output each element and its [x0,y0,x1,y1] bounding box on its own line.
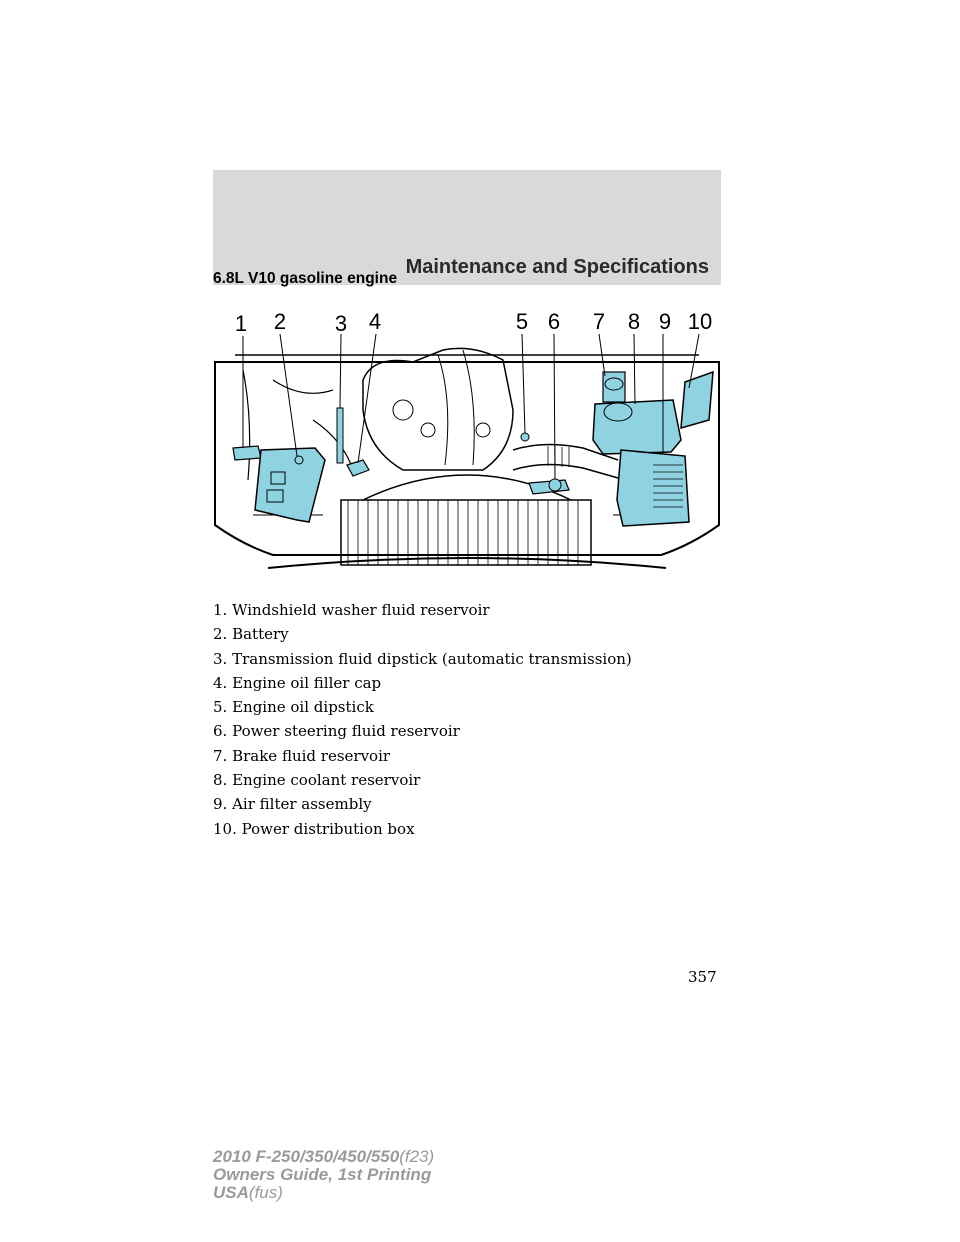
header-title: Maintenance and Specifications [405,256,709,278]
legend-item: 8. Engine coolant reservoir [213,771,421,790]
legend-item: 7. Brake fluid reservoir [213,746,391,765]
footer-region: USA [213,1183,249,1202]
callout-10: 10 [687,309,713,334]
footer-line-3 [213,1184,434,1202]
legend-item: 3. Transmission fluid dipstick (automatic transmission) [213,649,632,668]
component-legend [213,598,632,841]
engine-compartment-illustration [213,300,721,585]
footer-model-code: (f23) [399,1147,435,1166]
legend-item: 9. Air filter assembly [213,795,372,814]
section-title: 6.8L V10 gasoline engine [213,270,398,287]
footer-line-2: Owners Guide, 1st Printing [213,1165,432,1184]
engine-diagram [213,300,721,585]
footer-imprint [213,1148,434,1202]
footer-model: 2010 F-250/350/450/550 [213,1147,400,1166]
callout-8: 8 [627,309,641,334]
callout-1: 1 [234,311,248,336]
legend-item: 2. Battery [213,625,289,644]
legend-item: 1. Windshield washer fluid reservoir [213,601,490,619]
footer-region-code: (fus) [248,1183,283,1202]
legend-item: 4. Engine oil filler cap [213,673,382,692]
legend-item: 10. Power distribution box [213,819,415,838]
callout-5: 5 [515,309,529,334]
legend-item: 5. Engine oil dipstick [213,698,374,717]
legend-item: 6. Power steering fluid reservoir [213,722,460,741]
callout-6: 6 [547,309,561,334]
footer-line-1 [213,1148,434,1166]
callout-4: 4 [368,309,382,334]
header-band [213,170,721,285]
callout-7: 7 [592,309,606,334]
page-number: 357 [688,968,717,986]
callout-3: 3 [334,311,348,336]
callout-2: 2 [273,309,287,334]
callout-9: 9 [658,309,672,334]
